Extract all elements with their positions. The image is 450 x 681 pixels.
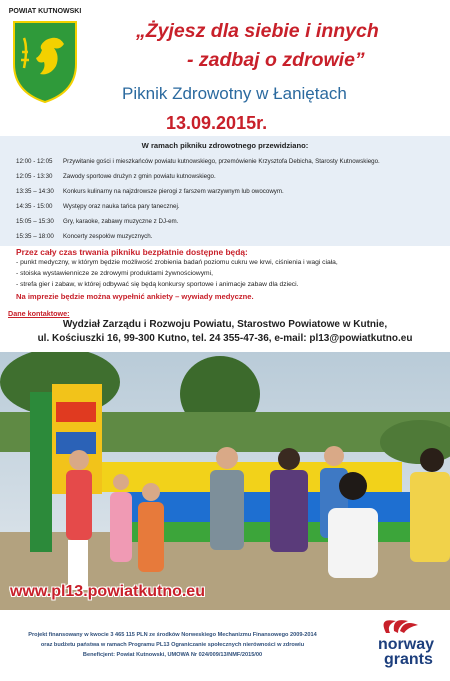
norway-grants-bottom: grants — [384, 651, 433, 668]
website-link[interactable]: www.pl13.powiatkutno.eu — [10, 583, 205, 600]
free-service-item: - stoiska wystawiennicze ze zdrowymi produktami żywnościowymi, — [16, 270, 213, 277]
schedule-row: 15:05 – 15:30 Gry, karaoke, zabawy muzyczne z DJ-em. — [16, 218, 179, 225]
norway-grants-top: norway — [378, 636, 435, 653]
coat-of-arms-icon — [8, 8, 82, 104]
funding-line-1: Projekt finansowany w kwocie 3 465 115 PLN ze środków Norweskiego Mechanizmu Finansowego 2009-2014 — [28, 632, 317, 638]
schedule-row: 12:05 - 13:30 Zawody sportowe drużyn z gmin powiatu kutnowskiego. — [16, 173, 216, 180]
slogan-line-2: - zadbaj o zdrowie” — [187, 49, 365, 71]
funding-line-3: Beneficjent: Powiat Kutnowski, UMOWA Nr 024/009/13/NMF/2015/00 — [82, 652, 263, 658]
contact-address: ul. Kościuszki 16, 99-300 Kutno, tel. 24 355-47-36, e-mail: pl13@powiatkutno.eu — [37, 333, 413, 344]
contact-office: Wydział Zarządu i Rozwoju Powiatu, Starostwo Powiatowe w Kutnie, — [62, 319, 388, 330]
free-services-title: Przez cały czas trwania pikniku bezpłatnie dostępne będą: — [16, 247, 248, 257]
event-date: 13.09.2015r. — [166, 113, 268, 133]
district-label: POWIAT KUTNOWSKI — [8, 8, 82, 15]
schedule-row: 13:35 – 14:30 Konkurs kulinarny na najzdrowsze pierogi z farszem warzywnym lub owocowym. — [16, 188, 284, 195]
schedule-row: 12:00 - 12:05 Przywitanie gości i mieszkańców powiatu kutnowskiego, przemówienie Krzysztofa Debicha, Starosty Kutnowskiego. — [16, 158, 380, 165]
free-service-item: - strefa gier i zabaw, w której odbywać się będą konkursy sportowe i animacje zabaw dla dzieci. — [16, 281, 299, 288]
survey-note: Na imprezie będzie można wypełnić ankiety – wywiady medyczne. — [16, 292, 254, 301]
slogan-line-1: „Żyjesz dla siebie i innych — [136, 20, 379, 42]
contact-title: Dane kontaktowe: — [8, 309, 70, 318]
schedule-row: 14:35 - 15:00 Występy oraz nauka tańca pary tanecznej. — [16, 203, 180, 210]
event-photo — [0, 352, 450, 610]
schedule-title: W ramach pikniku zdrowotnego przewidziano: — [141, 141, 309, 150]
free-service-item: - punkt medyczny, w którym będzie możliwość zrobienia badań poziomu cukru we krwi, ciśnienia i wagi ciała, — [16, 259, 338, 266]
event-name: Piknik Zdrowotny w Łaniętach — [122, 84, 347, 103]
schedule-row: 15:35 – 18:00 Koncerty zespołów muzycznych. — [16, 233, 153, 240]
funding-line-2: oraz budżetu państwa w ramach Programu PL13 Ograniczanie społecznych nierówności w zdrowiu — [40, 642, 305, 648]
